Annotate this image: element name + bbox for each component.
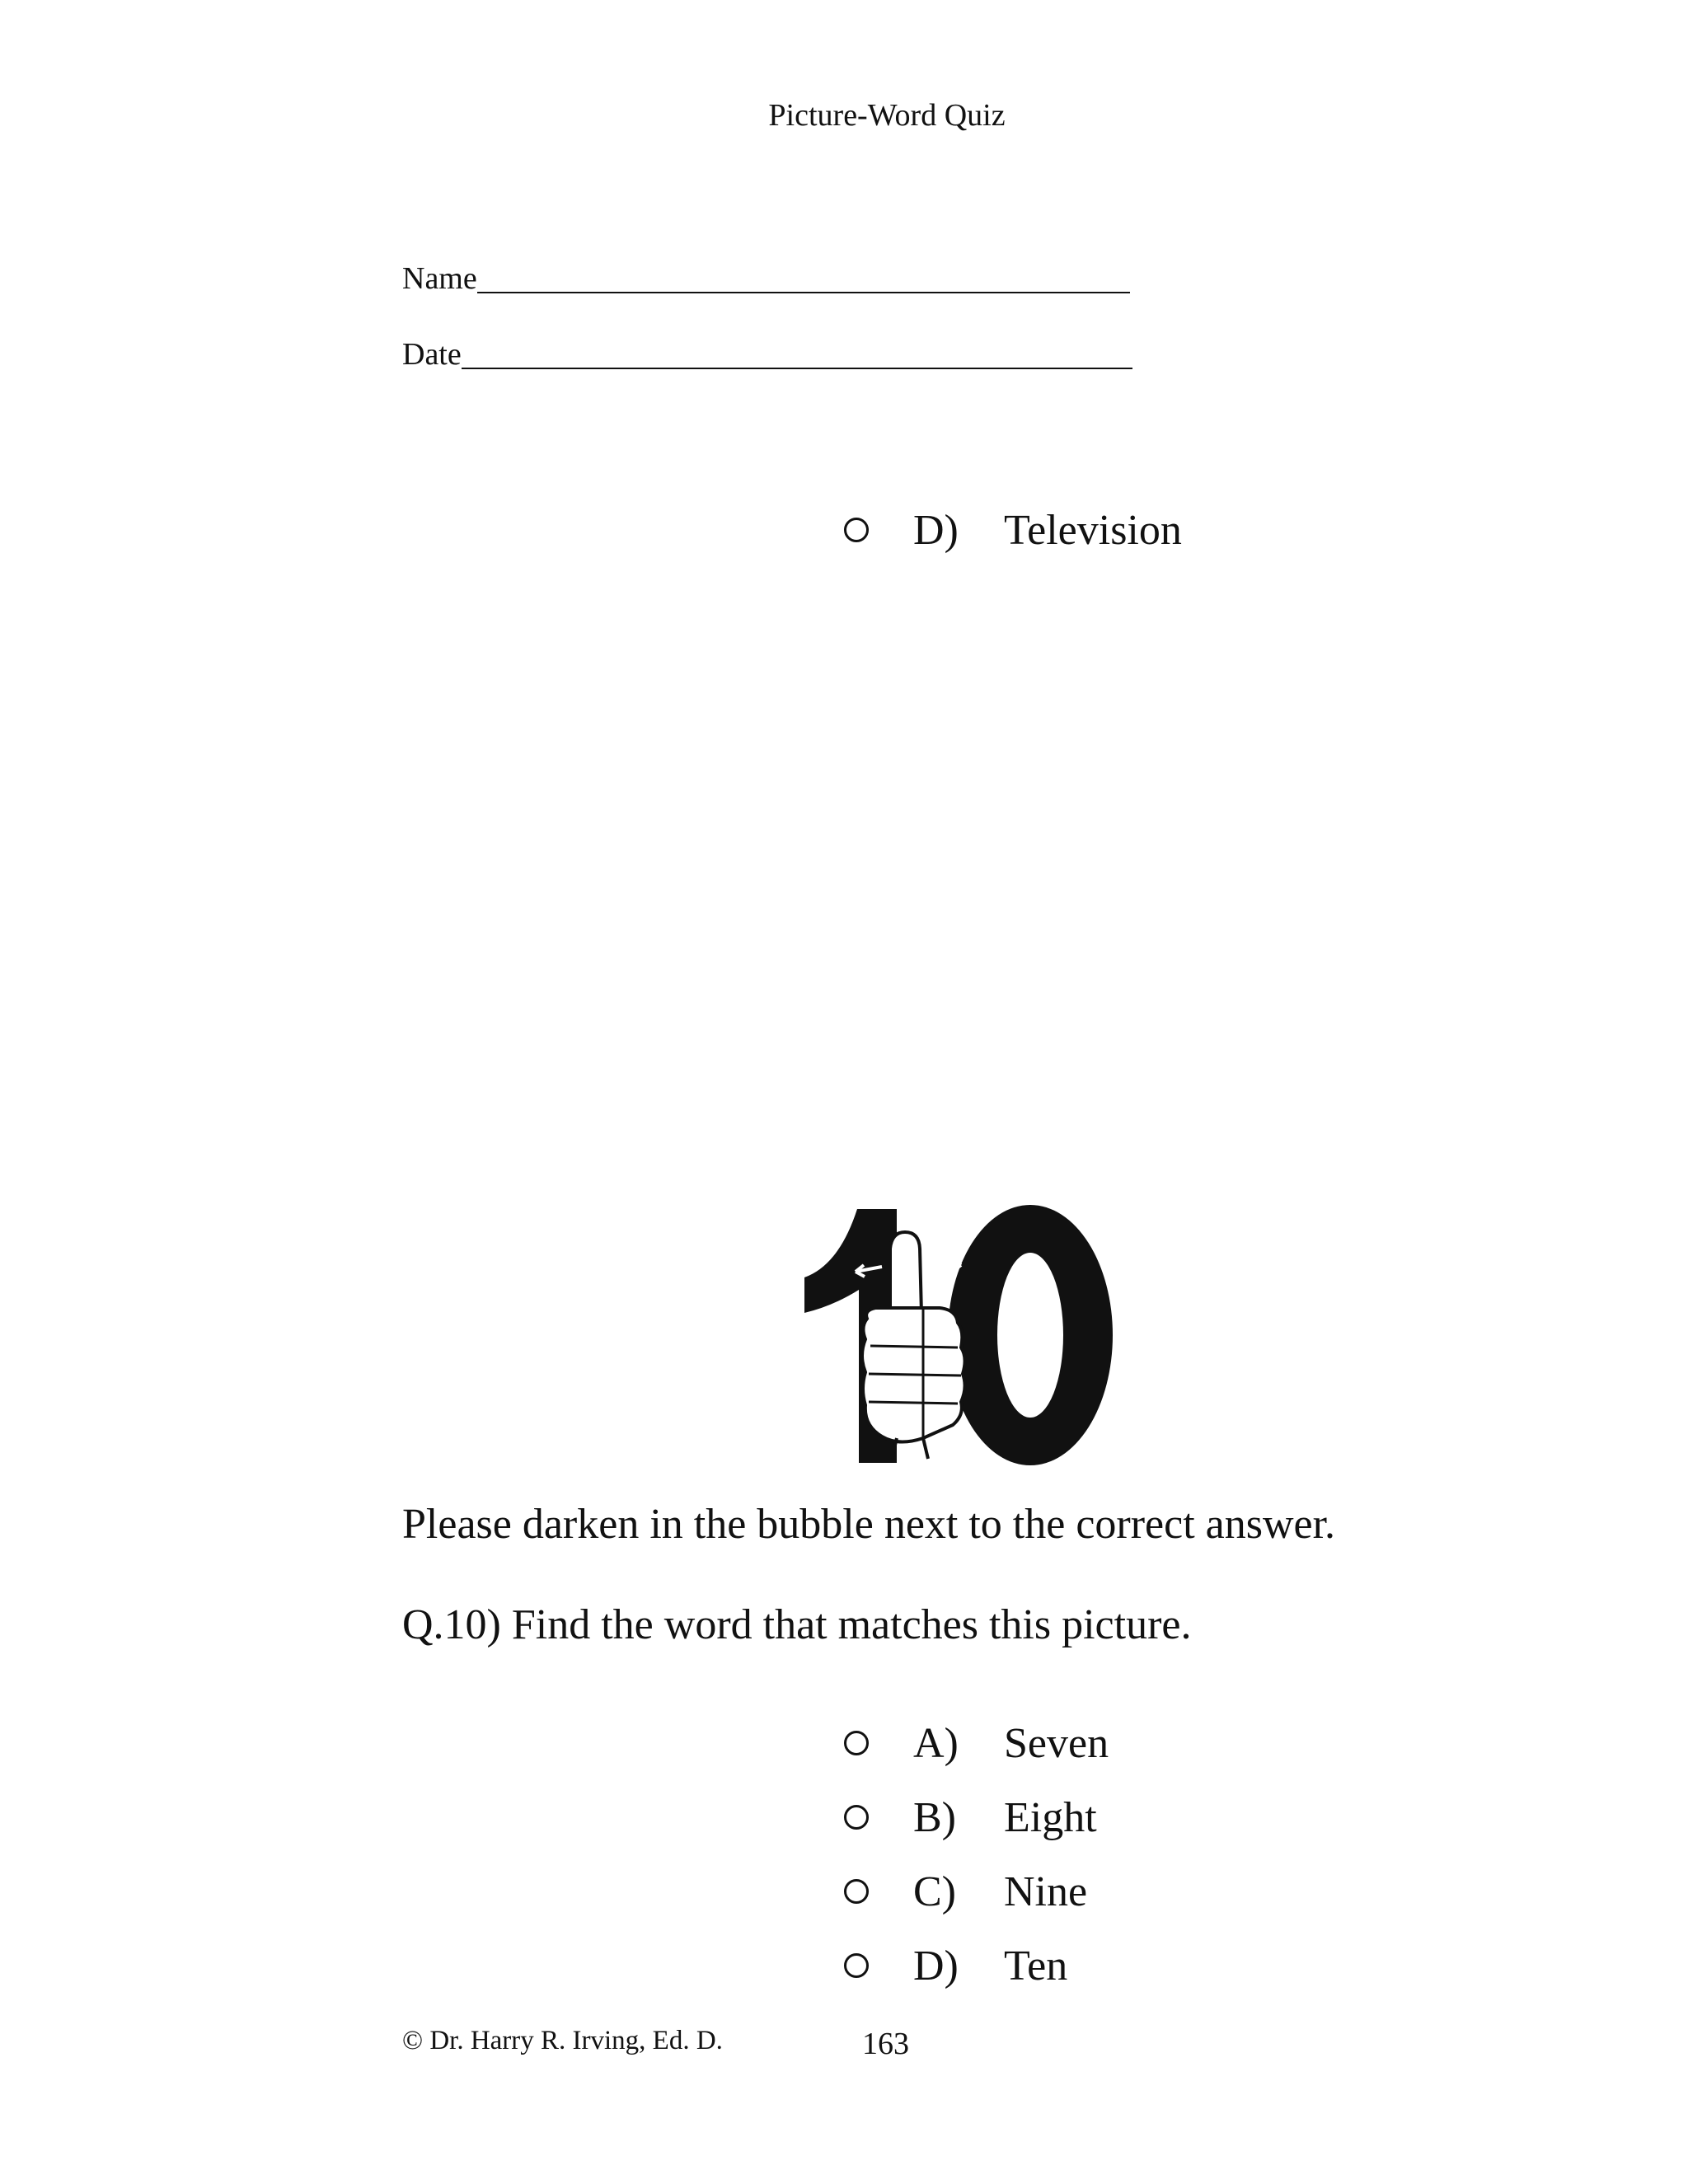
copyright-notice: © Dr. Harry R. Irving, Ed. D. bbox=[402, 2026, 723, 2055]
previous-option-d bbox=[844, 501, 1182, 559]
option-letter: B) bbox=[913, 1793, 956, 1841]
option-text: Nine bbox=[1004, 1868, 1088, 1915]
answer-bubble-a[interactable] bbox=[844, 1731, 869, 1755]
option-text: Television bbox=[1004, 506, 1182, 554]
page-title: Picture-Word Quiz bbox=[768, 98, 1006, 133]
option-letter: D) bbox=[913, 506, 959, 554]
option-c[interactable] bbox=[844, 1863, 1087, 1920]
date-input-line[interactable] bbox=[462, 368, 1132, 369]
answer-bubble[interactable] bbox=[844, 518, 869, 542]
thumb-number-ten-illustration bbox=[799, 1199, 1146, 1471]
answer-bubble-d[interactable] bbox=[844, 1953, 869, 1978]
instruction-text: Please darken in the bubble next to the correct answer. bbox=[402, 1501, 1336, 1548]
option-text: Ten bbox=[1004, 1942, 1068, 1990]
option-letter: D) bbox=[913, 1942, 959, 1990]
option-text: Eight bbox=[1004, 1793, 1097, 1841]
answer-bubble-b[interactable] bbox=[844, 1805, 869, 1830]
thumb-number-ten-icon bbox=[799, 1199, 1146, 1471]
option-letter: C) bbox=[913, 1868, 956, 1915]
option-d[interactable] bbox=[844, 1937, 1067, 1994]
option-a[interactable] bbox=[844, 1714, 1109, 1772]
name-input-line[interactable] bbox=[477, 292, 1130, 293]
answer-bubble-c[interactable] bbox=[844, 1879, 869, 1904]
option-letter: A) bbox=[913, 1719, 959, 1767]
name-label: Name bbox=[402, 261, 477, 296]
date-field bbox=[402, 321, 1132, 371]
page-number: 163 bbox=[862, 2027, 909, 2061]
name-field bbox=[402, 246, 1130, 295]
date-label: Date bbox=[402, 337, 462, 372]
option-b[interactable] bbox=[844, 1788, 1097, 1846]
question-prompt: Q.10) Find the word that matches this picture. bbox=[402, 1601, 1192, 1648]
option-text: Seven bbox=[1004, 1719, 1109, 1767]
